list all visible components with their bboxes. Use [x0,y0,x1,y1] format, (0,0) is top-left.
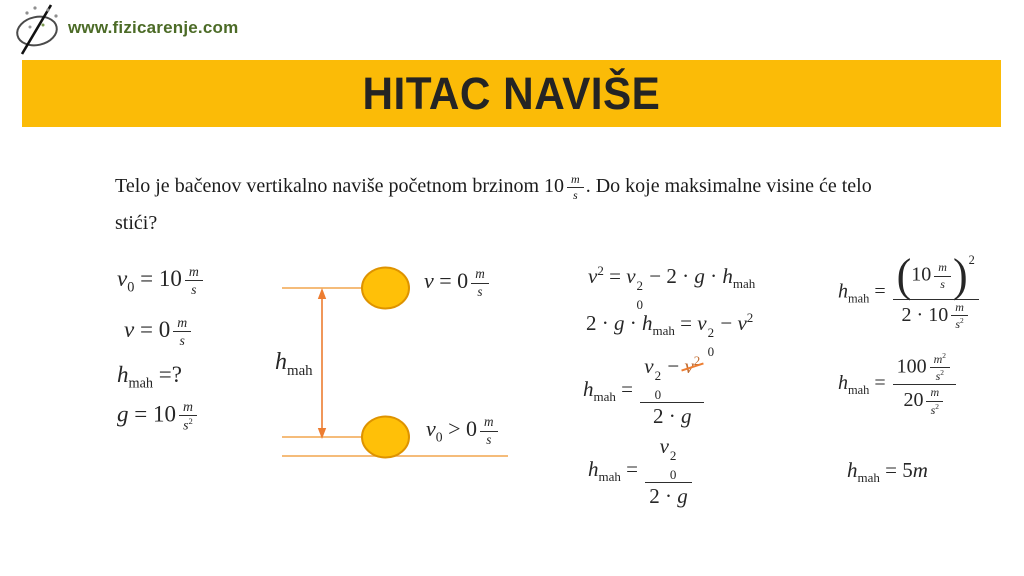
ball-apex [362,268,409,309]
ball-launch [362,417,409,458]
page-title: HITAC NAVIŠE [362,67,661,119]
site-logo[interactable] [10,2,270,58]
problem-line-2: stići? [115,212,158,234]
diagram-label-v-apex: v = 0 $\frac{m}{s}$ [424,267,491,299]
derivation-eq-3: $h_{mah}$ = v 2 0 − $v^2$ 2 · g [583,354,706,428]
problem-statement [115,169,905,240]
given-v0-equation: $v_0 = 10$ $\frac{m}{s}$ [117,264,205,297]
given-v-equation: v = 0 $\frac{m}{s}$ [124,315,193,348]
diagram-label-v0-launch: $v_0 > 0$ $\frac{m}{s}$ [426,415,500,447]
solution-result: $h_{mah} = 5m$ [847,458,928,486]
solution-eq-2: $h_{mah}$ = 100 $\frac{m^2}{s^2}$ 20 $\frac{m}{s^2}$ [838,352,958,417]
given-hmah-equation: $h_{mah}$ =? [117,362,182,392]
phi-sketch-icon [10,2,62,56]
derivation-eq-4: $h_{mah}$ = v 2 0 2 · g [588,434,694,508]
problem-line-1: Telo je bačenov vertikalno naviše početnom brzinom 10 $\frac{m}{s}$ . Do koje maksimalne visine će telo [115,171,872,202]
derivation-eq-2: $2 \cdot g \cdot h_{mah} = v$ 2 0 − $v^2$ [586,310,754,360]
diagram-label-hmah: $h_{mah}$ [275,349,313,379]
arrowhead-up-icon [318,288,326,299]
solution-eq-1: $h_{mah}$ = ( 10 $\frac{m}{s}$ ) 2 2 · 10 $\frac{m}{s^2}$ [838,254,981,331]
derivation-eq-1: $v^2 = v$ 2 0 − $2 \cdot g \cdot h_{mah}$ [588,263,756,313]
unit-fraction: $\frac{m}{s}$ [567,173,584,202]
given-g-equation: g = 10 $\frac{m}{s^2}$ [117,399,199,433]
site-url-text[interactable]: www.fizicarenje.com [68,18,239,37]
title-banner [22,60,1001,127]
